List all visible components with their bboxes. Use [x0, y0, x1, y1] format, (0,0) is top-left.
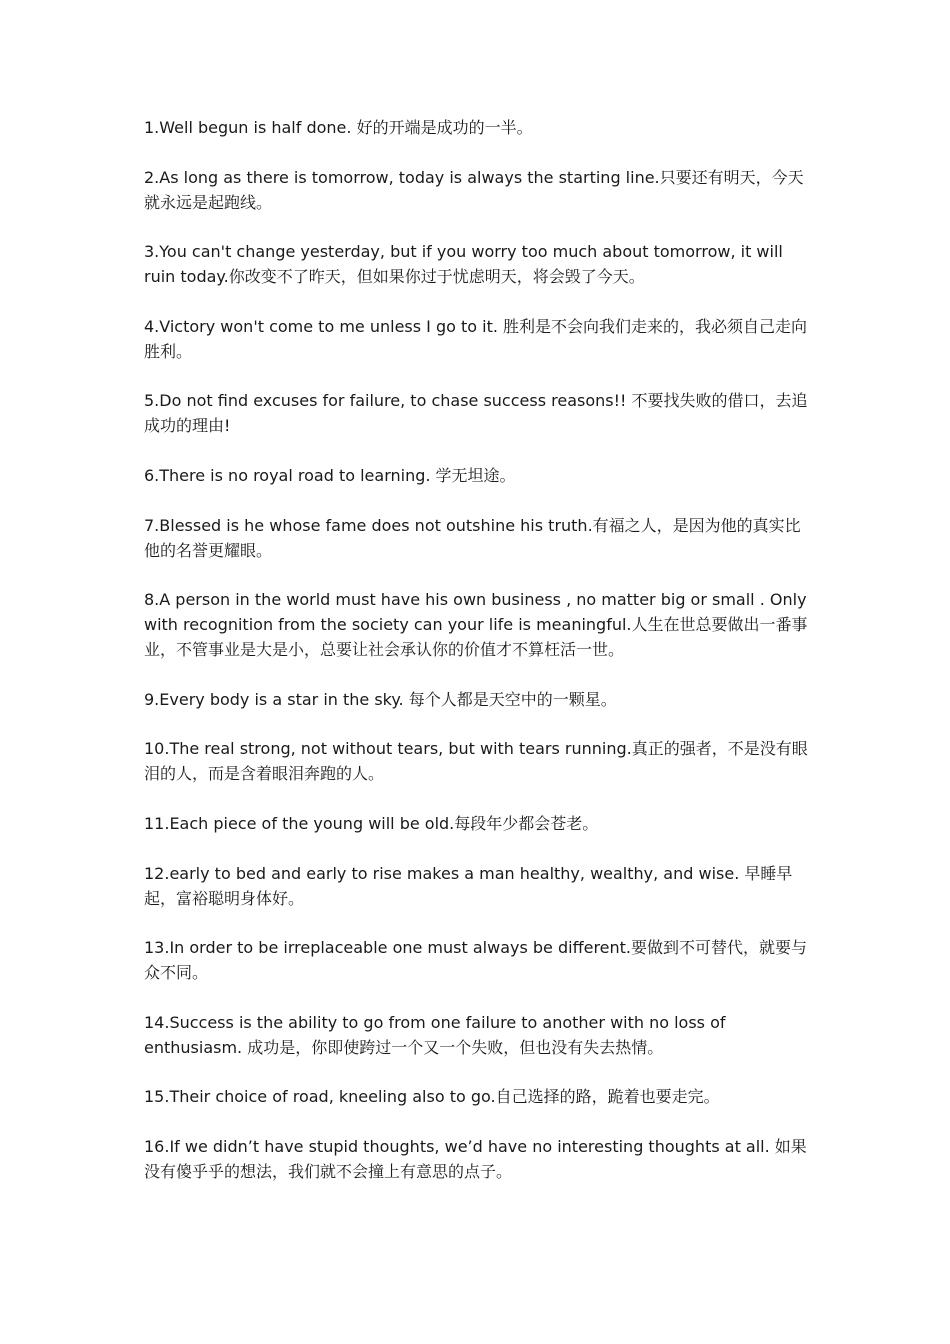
quote-5: 5.Do not find excuses for failure, to chase success reasons!! 不要找失败的借口，去追成功的理由!: [144, 391, 808, 436]
quote-4: 4.Victory won't come to me unless I go to it. 胜利是不会向我们走来的，我必须自己走向胜利。: [144, 316, 808, 361]
quote-15: 15.Their choice of road, kneeling also to go.自己选择的路，跪着也要走完。: [144, 1087, 720, 1107]
quote-10: 10.The real strong, not without tears, but with tears running.真正的强者，不是没有眼泪的人，而是含着眼泪奔跑的人。: [144, 739, 808, 784]
quote-12: 12.early to bed and early to rise makes a man healthy, wealthy, and wise. 早睡早起，富裕聪明身体好。: [144, 863, 793, 908]
quote-16: 16.If we didn’t have stupid thoughts, we’d have no interesting thoughts at all. 如果没有傻乎乎的想法，我们就不会撞上有意思的点子。: [144, 1136, 807, 1181]
quote-list: [144, 115, 812, 1209]
quote-2: 2.As long as there is tomorrow, today is always the starting line.只要还有明天，今天就永远是起跑线。: [144, 167, 804, 212]
quote-13: 13.In order to be irreplaceable one must always be different.要做到不可替代，就要与众不同。: [144, 938, 808, 983]
quote-14: 14.Success is the ability to go from one failure to another with no loss of enthusiasm. 成功是，你即使跨过一个又一个失败，但也没有失去热情。: [144, 1012, 726, 1057]
quote-1: 1.Well begun is half done. 好的开端是成功的一半。: [144, 118, 533, 137]
quote-9: 9.Every body is a star in the sky. 每个人都是天空中的一颗星。: [144, 689, 617, 709]
quote-3: 3.You can't change yesterday, but if you worry too much about tomorrow, it will ruin today.你改变不了昨天，但如果你过于忧虑明天，将会毁了今天。: [144, 242, 783, 287]
quote-7: 7.Blessed is he whose fame does not outshine his truth.有福之人，是因为他的真实比他的名誉更耀眼。: [144, 515, 801, 560]
quote-8: 8.A person in the world must have his own business , no matter big or small . Only with recognition from the society can your life is meaningful.人生在世总要做出一番事业，不管事业是大是小，总要让社会承认你的价值才不算枉活一世。: [144, 590, 808, 660]
quote-11: 11.Each piece of the young will be old.每段年少都会苍老。: [144, 813, 599, 833]
quote-6: 6.There is no royal road to learning. 学无坦途。: [144, 465, 516, 485]
